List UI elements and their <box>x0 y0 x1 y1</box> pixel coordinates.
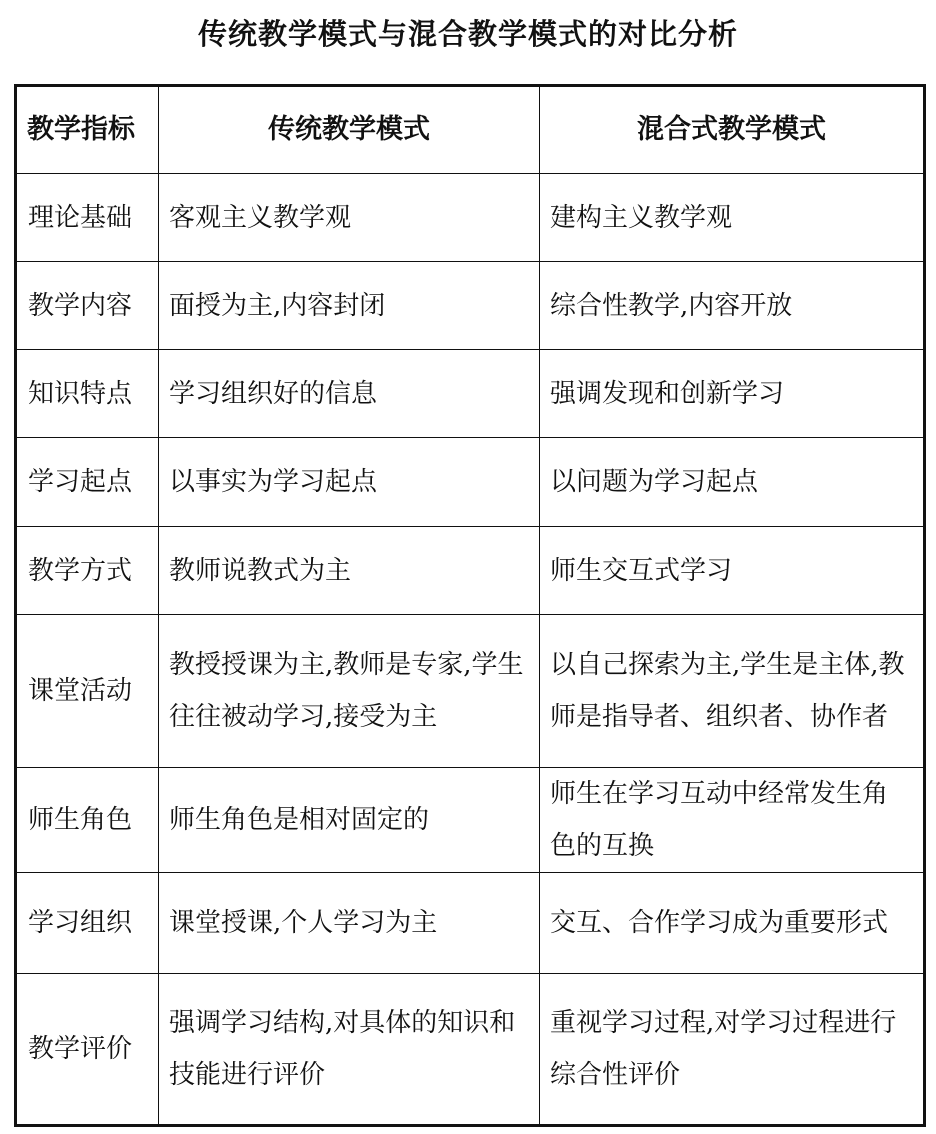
header-blended: 混合式教学模式 <box>540 86 925 174</box>
table-row <box>16 974 925 1126</box>
row-blended: 师生交互式学习 <box>540 527 925 615</box>
table-row <box>16 527 925 615</box>
row-blended: 强调发现和创新学习 <box>540 350 925 438</box>
row-indicator: 知识特点 <box>16 350 159 438</box>
row-traditional: 客观主义教学观 <box>159 174 540 262</box>
row-indicator: 理论基础 <box>16 174 159 262</box>
row-indicator: 学习组织 <box>16 873 159 974</box>
row-traditional: 强调学习结构,对具体的知识和技能进行评价 <box>159 974 540 1126</box>
comparison-table <box>14 84 926 1127</box>
table-row <box>16 615 925 768</box>
row-indicator: 教学方式 <box>16 527 159 615</box>
table-row <box>16 262 925 350</box>
row-traditional: 教授授课为主,教师是专家,学生往往被动学习,接受为主 <box>159 615 540 768</box>
page-title: 传统教学模式与混合教学模式的对比分析 <box>197 17 738 51</box>
header-traditional: 传统教学模式 <box>159 86 540 174</box>
row-traditional: 学习组织好的信息 <box>159 350 540 438</box>
row-traditional: 以事实为学习起点 <box>159 438 540 527</box>
table-row <box>16 873 925 974</box>
header-indicator: 教学指标 <box>16 86 159 174</box>
row-indicator: 课堂活动 <box>16 615 159 768</box>
row-indicator: 教学评价 <box>16 974 159 1126</box>
table-row <box>16 438 925 527</box>
row-blended: 以问题为学习起点 <box>540 438 925 527</box>
row-blended: 师生在学习互动中经常发生角色的互换 <box>540 768 925 873</box>
row-traditional: 教师说教式为主 <box>159 527 540 615</box>
row-traditional: 师生角色是相对固定的 <box>159 768 540 873</box>
row-blended: 综合性教学,内容开放 <box>540 262 925 350</box>
table-row <box>16 350 925 438</box>
row-blended: 重视学习过程,对学习过程进行综合性评价 <box>540 974 925 1126</box>
table-row <box>16 768 925 873</box>
row-indicator: 学习起点 <box>16 438 159 527</box>
row-blended: 交互、合作学习成为重要形式 <box>540 873 925 974</box>
row-indicator: 教学内容 <box>16 262 159 350</box>
row-blended: 建构主义教学观 <box>540 174 925 262</box>
row-indicator: 师生角色 <box>16 768 159 873</box>
row-traditional: 课堂授课,个人学习为主 <box>159 873 540 974</box>
table-header-row <box>16 86 925 174</box>
row-blended: 以自己探索为主,学生是主体,教师是指导者、组织者、协作者 <box>540 615 925 768</box>
table-row <box>16 174 925 262</box>
row-traditional: 面授为主,内容封闭 <box>159 262 540 350</box>
